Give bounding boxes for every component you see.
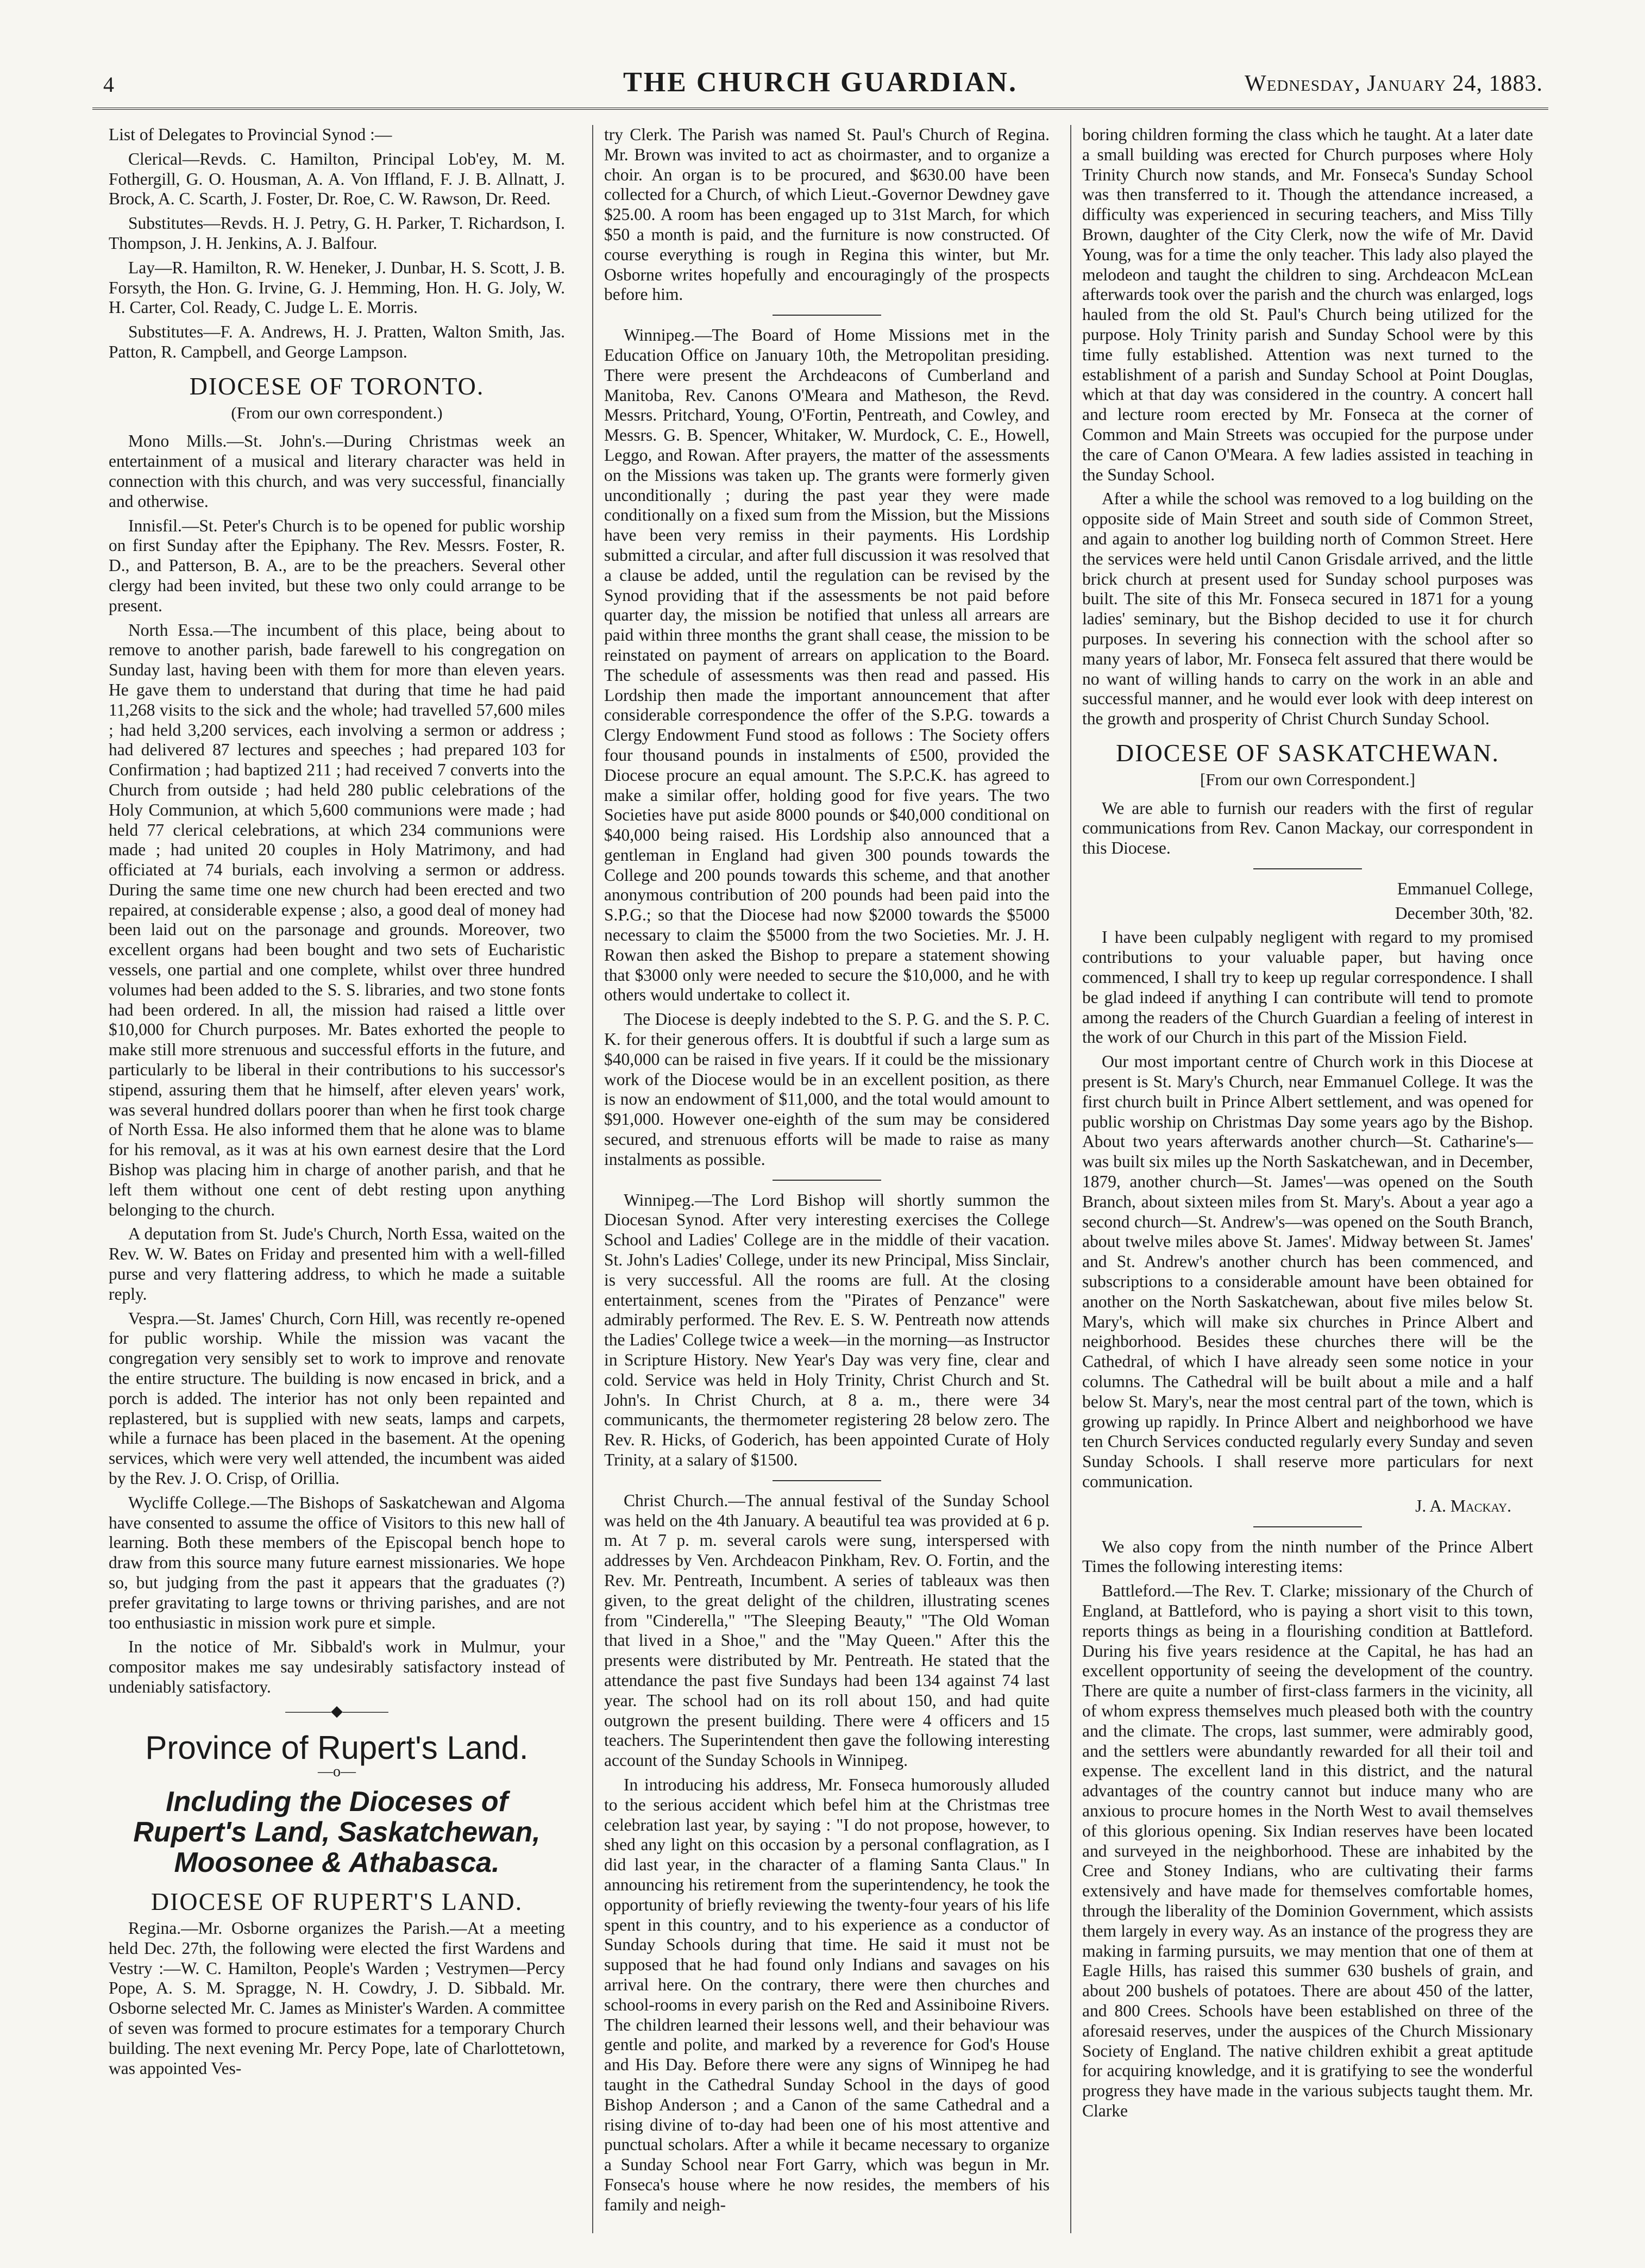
column-3 [1070,125,1533,2233]
page-number: 4 [103,72,114,97]
prince-albert-intro: We also copy from the ninth number of the Prince Albert Times the following interesting items: [1082,1537,1533,1576]
delegates-intro: List of Delegates to Provincial Synod :— [109,125,392,144]
article-deputation: A deputation from St. Jude's Church, North Essa, waited on the Rev. W. W. Bates on Friday and presented him with a well-filled purse and very flattering address, to which he made a suitable reply. [109,1224,565,1304]
delegates-clerical: Clerical—Revds. C. Hamilton, Principal Lob'ey, M. M. Fothergill, G. O. Housman, A. A. Von Iffland, F. J. B. Allnatt, J. Brock, A. C. Scarth, J. Foster, Dr. Roe, C. W. Rawson, Dr. Reed. [109,149,565,209]
article-battleford: Battleford.—The Rev. T. Clarke; missionary of the Church of England, at Battleford, who is paying a short visit to this town, reports things as being in a flourishing condition at Battleford. During his five years residence at the Capital, he has had an excellent opportunity of seeing the development of the country. There are quite a number of first-class farmers in the vicinity, all of whom express themselves much pleased both with the country and the climate. The crops, last summer, were admirably good, and the settlers were abundantly rewarded for all their toil and expense. The excellent land in this district, and the natural advantages of the country cannot but induce many who are anxious to procure homes in the North West to avail themselves of this glorious opening. Six Indian reserves have been located and surveyed in the neighborhood. These are inhabited by the Cree and Stoney Indians, who are cultivating their farms extensively and have made for themselves comfortable homes, through the liberality of the Dominion Government, which assists them largely in every way. As an instance of the progress they are making in farming pursuits, we may mention that one of them at Eagle Hills, has raised this summer 630 bushels of grain, and about 200 bushels of potatoes. There are about 450 of the latter, and 800 Crees. Schools have been established on three of the aforesaid reserves, under the auspices of the Church Missionary Society of England. The native children exhibit a great aptitude for acquiring knowledge, and it is gratifying to see the wonderful progress they have made in the various subjects taught them. Mr. Clarke [1082,1581,1533,2120]
section-heading-toronto: DIOCESE OF TORONTO. [189,372,485,400]
column-2 [592,125,1050,2233]
article-regina-continued: try Clerk. The Parish was named St. Paul's Church of Regina. Mr. Brown was invited to act as choirmaster, and to organize a choir. An organ is to be procured, and $630.00 have been collected for a Church, of which Lieut.-Governor Dewdney gave $25.00. A room has been engaged up to 31st March, for which $50 a month is paid, and the furniture is now constructed. Of course everything is rough in Regina this winter, but Mr. Osborne writes hopefully and encouragingly of the prospects before him. [604,125,1050,304]
page-header [92,64,1548,110]
small-divider: —o— [318,1763,356,1781]
article-winnipeg-home-missions: Winnipeg.—The Board of Home Missions met in the Education Office on January 10th, the Metropolitan presiding. There were present the Archdeacons of Cumberland and Manitoba, Rev. Canons O'Meara and Matheson, the Revd. Messrs. Pritchard, Young, O'Fortin, Pentreath, and Cowley, and Messrs. G. B. Spencer, Whitaker, W. Murdock, C. E., Howell, Leggo, and Rowan. After prayers, the matter of the assessments on the Missions was taken up. The grants were formerly given unconditionally ; during the past year they were made conditionally on a fixed sum from the Mission, but the Missions have been very remiss in their payments. His Lordship submitted a circular, and after full discussion it was resolved that a clause be added, until the regulation can be revised by the Synod providing that if the assessments be not paid before quarter day, the mission be notified that unless all arrears are paid within three months the grant shall cease, the mission to be reinstated on payment of arrears on application to the Board. The schedule of assessments was then read and passed. His Lordship then made the important announcement that after considerable correspondence the offer of the S.P.G. towards a Clergy Endowment Fund stood as follows : The Society offers four thousand pounds in instalments of £500, provided the Diocese procure an equal amount. The S.P.C.K. has agreed to make a similar offer, holding good for five years. The two Societies have put aside 8000 pounds or $40,000 conditional on $40,000 being raised. His Lordship also announced that a gentleman in England had given 300 pounds towards the College and 200 pounds towards this scheme, and that another anonymous contribution of 200 pounds had been paid into the S.P.G.; so that the Diocese had now $2000 towards the $5000 necessary to claim the $5000 from the two Societies. Mr. J. H. Rowan then asked the Bishop to prepare a statement showing that $3000 only were needed to secure the $10,000, and he with others would undertake to collect it. [604,325,1050,1005]
divider [1253,868,1362,869]
section-subheading-dioceses: Including the Dioceses of Rupert's Land, Saskatchewan, Moosonee & Athabasca. [133,1786,541,1879]
letter-place: Emmanuel College, [1397,879,1533,898]
divider [773,1480,881,1481]
section-heading-ruperts-land: Province of Rupert's Land. [145,1729,529,1766]
article-mono-mills: Mono Mills.—St. John's.—During Christmas week an entertainment of a musical and literary character was held in connection with this church, and was very successful, financially and otherwise. [109,431,565,511]
section-heading-ruperts-diocese: DIOCESE OF RUPERT'S LAND. [150,1888,523,1916]
delegates-lay-substitutes: Substitutes—F. A. Andrews, H. J. Pratten, Walton Smith, Jas. Patton, R. Campbell, and George Lampson. [109,322,565,361]
delegates-substitutes: Substitutes—Revds. H. J. Petry, G. H. Parker, T. Richardson, I. Thompson, J. H. Jenkins, A. J. Balfour. [109,214,565,253]
ornament-divider: ———◆——— [285,1702,388,1720]
article-innisfil: Innisfil.—St. Peter's Church is to be opened for public worship on first Sunday after the Epiphany. The Rev. Messrs. Foster, R. D., and Patterson, B. A., are to be the preachers. Several other clergy had been invited, but these two only could arrange to be present. [109,516,565,615]
article-mulmur-correction: In the notice of Mr. Sibbald's work in Mulmur, your compositor makes me say undesirably satisfactory instead of undeniably satisfactory. [109,1637,565,1696]
article-fonseca-address: In introducing his address, Mr. Fonseca humorously alluded to the serious accident which befel him at the Christmas tree celebration last year, by saying : "I do not propose, however, to shed any light on this occasion by a personal conflagration, as I did last year, in the character of a flaming Santa Claus." In announcing his retirement from the superintendency, he took the opportunity of briefly reviewing the twenty-four years of his life spent in this country, and to his experience as a conductor of Sunday Schools during that time. He said it must not be supposed that he had found only Indians and savages on his arrival here. On the contrary, there were then churches and school-rooms in every parish on the Red and Assiniboine Rivers. The children learned their lessons well, and their behaviour was gentle and polite, and marked by a reverence for God's House and His Day. Before there were any signs of Winnipeg he had taught in the Cathedral Sunday School in the days of good Bishop Anderson ; and a Canon of the same Cathedral and a rising divine of to-day had been one of his most attentive and punctual scholars. After a while it became necessary to organize a Sunday School near Fort Garry, which was begun in Mr. Fonseca's house where he now resides, the members of his family and neigh- [604,1775,1050,2214]
letter-paragraph-2: Our most important centre of Church work in this Diocese at present is St. Mary's Church, near Emmanuel College. It was the first church built in Prince Albert settlement, and was opened for public worship on Christmas Day some years ago by the Bishop. About two years afterwards another church—St. Catharine's—was built six miles up the North Saskatchewan, and in December, 1879, another church—St. James'—was opened on the South Branch, about sixteen miles from St. Mary's. About a year ago a second church—St. Andrew's—was opened on the South Branch, about twelve miles above St. James'. Midway between St. James' and St. Andrew's another church has been commenced, and subscriptions to a considerable amount have been obtained for another on the North Saskatchewan, about five miles below St. Mary's, which will make six churches in Prince Albert and neighborhood. Besides these churches there will be the Cathedral, of which I have already seen some notice in your columns. The Cathedral will be built about a mile and a half below St. Mary's, near the most central part of the town, which is growing up rapidly. In Prince Albert and neighborhood we have ten Church Services conducted regularly every Sunday and seven Sunday Schools. I shall reserve more particulars for next communication. [1082,1052,1533,1491]
delegates-lay: Lay—R. Hamilton, R. W. Heneker, J. Dunbar, H. S. Scott, J. B. Forsyth, the Hon. G. Irvine, G. J. Hemming, Hon. H. G. Joly, W. H. Carter, Col. Ready, C. Judge L. E. Morris. [109,258,565,317]
article-north-essa: North Essa.—The incumbent of this place, being about to remove to another parish, bade farewell to his congregation on Sunday last, having been with them for more than eleven years. He gave them to understand that during that time he had paid 11,268 visits to the sick and the whole; had travelled 57,600 miles ; had held 3,200 services, each involving a sermon or address ; had delivered 87 lectures and speeches ; had prepared 103 for Confirmation ; had baptized 211 ; had received 7 converts into the Church from outside ; had held 280 public celebrations of the Holy Communion, at which 5,600 communions were made ; had held 77 clerical celebrations, at which 234 communions were made ; had united 20 couples in Holy Matrimony, and had officiated at 74 burials, each involving a sermon or address. During the same time one new church had been erected and two repaired, at considerable expense ; also, a good deal of money had been laid out on the parsonage and grounds. Moreover, two excellent organs had been bought and two sets of Eucharistic vessels, one partial and one complete, whilst over three hundred volumes had been added to the S. S. libraries, and two stone fonts had been ordered. In all, the mission had raised a little over $10,000 for Church purposes. Mr. Bates exhorted the people to make still more strenuous and successful efforts in the future, and particularly to be liberal in their contributions to his successor's stipend, assuring them that he himself, after eleven years' work, was several hundred dollars poorer than when he first took charge of North Essa. He also informed them that he alone was to blame for his removal, as it was at his own earnest desire that the Lord Bishop was placing him in charge of another parish, and that he left them without one cent of debt resting upon anything belonging to the church. [109,620,565,1219]
article-regina: Regina.—Mr. Osborne organizes the Parish.—At a meeting held Dec. 27th, the following were elected the first Wardens and Vestry :—W. C. Hamilton, People's Warden ; Vestrymen—Percy Pope, A. S. M. Spragge, N. H. Cowdry, J. D. Sibbald. Mr. Osborne selected Mr. C. James as Minister's Warden. A committee of seven was formed to procure estimates for a temporary Church building. The next evening Mr. Percy Pope, late of Charlottetown, was appointed Ves- [109,1918,565,2078]
column-1 [109,125,565,2233]
article-vespra: Vespra.—St. James' Church, Corn Hill, was recently re-opened for public worship. While the mission was vacant the congregation very sensibly set to work to improve and renovate the entire structure. The building is now encased in brick, and a porch is added. The interior has not only been repainted and replastered, but is supplied with new seats, lamps and carpets, while a furnace has been placed in the basement. At the opening services, which were very well attended, the incumbent was aided by the Rev. J. O. Crisp, of Orillia. [109,1308,565,1488]
article-winnipeg-endowment: The Diocese is deeply indebted to the S. P. G. and the S. P. C. K. for their generous offers. It is doubtful if such a large sum as $40,000 can be raised in five years. If it could be the missionary work of the Diocese would be in an excellent position, as there is now an endowment of $11,000, and the total would amount to $91,000. However one-eighth of the sum may be considered secured, and strenuous efforts will be made to raise as many instalments as possible. [604,1010,1050,1169]
correspondent-note: (From our own correspondent.) [231,403,443,422]
masthead: THE CHURCH GUARDIAN. [623,67,1018,98]
divider [773,1180,881,1181]
divider [773,315,881,316]
letter-signature: J. A. Mackay. [1415,1496,1511,1515]
section-heading-saskatchewan: DIOCESE OF SASKATCHEWAN. [1115,738,1500,767]
letter-paragraph-1: I have been culpably negligent with regard to my promised contributions to your valuable paper, but having once commenced, I shall try to keep up regular correspondence. I shall be glad indeed if anything I can contribute will tend to promote among the readers of the Church Guardian a feeling of interest in the work of our Church in this part of the Mission Field. [1082,928,1533,1047]
article-winnipeg-synod: Winnipeg.—The Lord Bishop will shortly summon the Diocesan Synod. After very interesting exercises the College School and Ladies' College are in the middle of their vacation. St. John's Ladies' College, under its new Principal, Miss Sinclair, is very successful. All the rooms are full. At the closing entertainment, scenes from the "Pirates of Penzance" were admirably performed. The Rev. E. S. W. Pentreath now attends the Ladies' College twice a week—in the morning—as Instructor in Scripture History. New Year's Day was very fine, clear and cold. Service was held in Holy Trinity, Christ Church and St. John's. In Christ Church, at 8 a. m., there were 34 communicants, the thermometer registering 28 below zero. The Rev. R. Hicks, of Goderich, has been appointed Curate of Holy Trinity, at a salary of $1500. [604,1190,1050,1469]
article-fonseca-continued-2: After a while the school was removed to a log building on the opposite side of Main Street and south side of Common Street, and again to another log building north of Common Street. Here the services were held until Canon Grisdale arrived, and the little brick church at present used for Sunday school purposes was built. The site of this Mr. Fonseca secured in 1871 for a young ladies' seminary, but the Bishop decided to use it for church purposes. In severing his connection with the school after so many years of labor, Mr. Fonseca felt assured that there would be no want of willing hands to carry on the work in an able and successful manner, and he would ever look with deep interest on the growth and prosperity of Christ Church Sunday School. [1082,489,1533,729]
correspondent-note: [From our own Correspondent.] [1200,769,1416,789]
issue-date: Wednesday, January 24, 1883. [1244,71,1543,96]
divider [1253,1526,1362,1527]
article-christ-church: Christ Church.—The annual festival of the Sunday School was held on the 4th January. A beautiful tea was provided at 6 p. m. At 7 p. m. several carols were sung, interspersed with addresses by Ven. Archdeacon Pinkham, Rev. O. Fortin, and the Rev. Mr. Pentreath, Incumbent. A series of tableaux was then given, to the great delight of the children, illustrating scenes from "Cinderella," "The Sleeping Beauty," "The Old Woman that lived in a Shoe," and the "May Queen." After this the presents were distributed by Mr. Pentreath. He stated that the attendance the past five Sundays had been 134 against 74 last year. The school had on its roll about 150, and had quite outgrown the present building. There were 4 officers and 15 teachers. The Superintendent then gave the following interesting account of the Sunday Schools in Winnipeg. [604,1490,1050,1770]
saskatchewan-intro: We are able to furnish our readers with the first of regular communications from Rev. Canon Mackay, our correspondent in this Diocese. [1082,798,1533,858]
letter-date: December 30th, '82. [1395,903,1533,923]
article-wycliffe: Wycliffe College.—The Bishops of Saskatchewan and Algoma have consented to assume the office of Visitors to this new hall of learning. Both these members of the Episcopal bench hope to draw from this source many future earnest missionaries. We hope so, but judging from the past it appears that the graduates (?) prefer gravitating to large towns or thriving parishes, and are not too enthusiastic in mission work pure et simple. [109,1493,565,1632]
article-fonseca-continued: boring children forming the class which he taught. At a later date a small building was erected for Church purposes where Holy Trinity Church now stands, and Mr. Fonseca's Sunday School was then transferred to it. Though the attendance increased, a difficulty was experienced in securing teachers, and Miss Tilly Brown, daughter of the City Clerk, now the wife of Mr. David Young, was for a time the only teacher. This lady also played the melodeon and taught the children to sing. Archdeacon McLean afterwards took over the parish and the church was enlarged, logs hauled from the old St. Paul's Church being utilized for the purpose. Holy Trinity parish and Sunday School were by this time fully established. Attention was next turned to the establishment of a parish and Sunday School at Point Douglas, which at that day was considered in the country. A concert hall and lecture room erected by Mr. Fonseca at the corner of Common and Main Streets was occupied for the purpose under the care of Canon O'Meara. A few ladies assisted in teaching in the Sunday School. [1082,125,1533,484]
